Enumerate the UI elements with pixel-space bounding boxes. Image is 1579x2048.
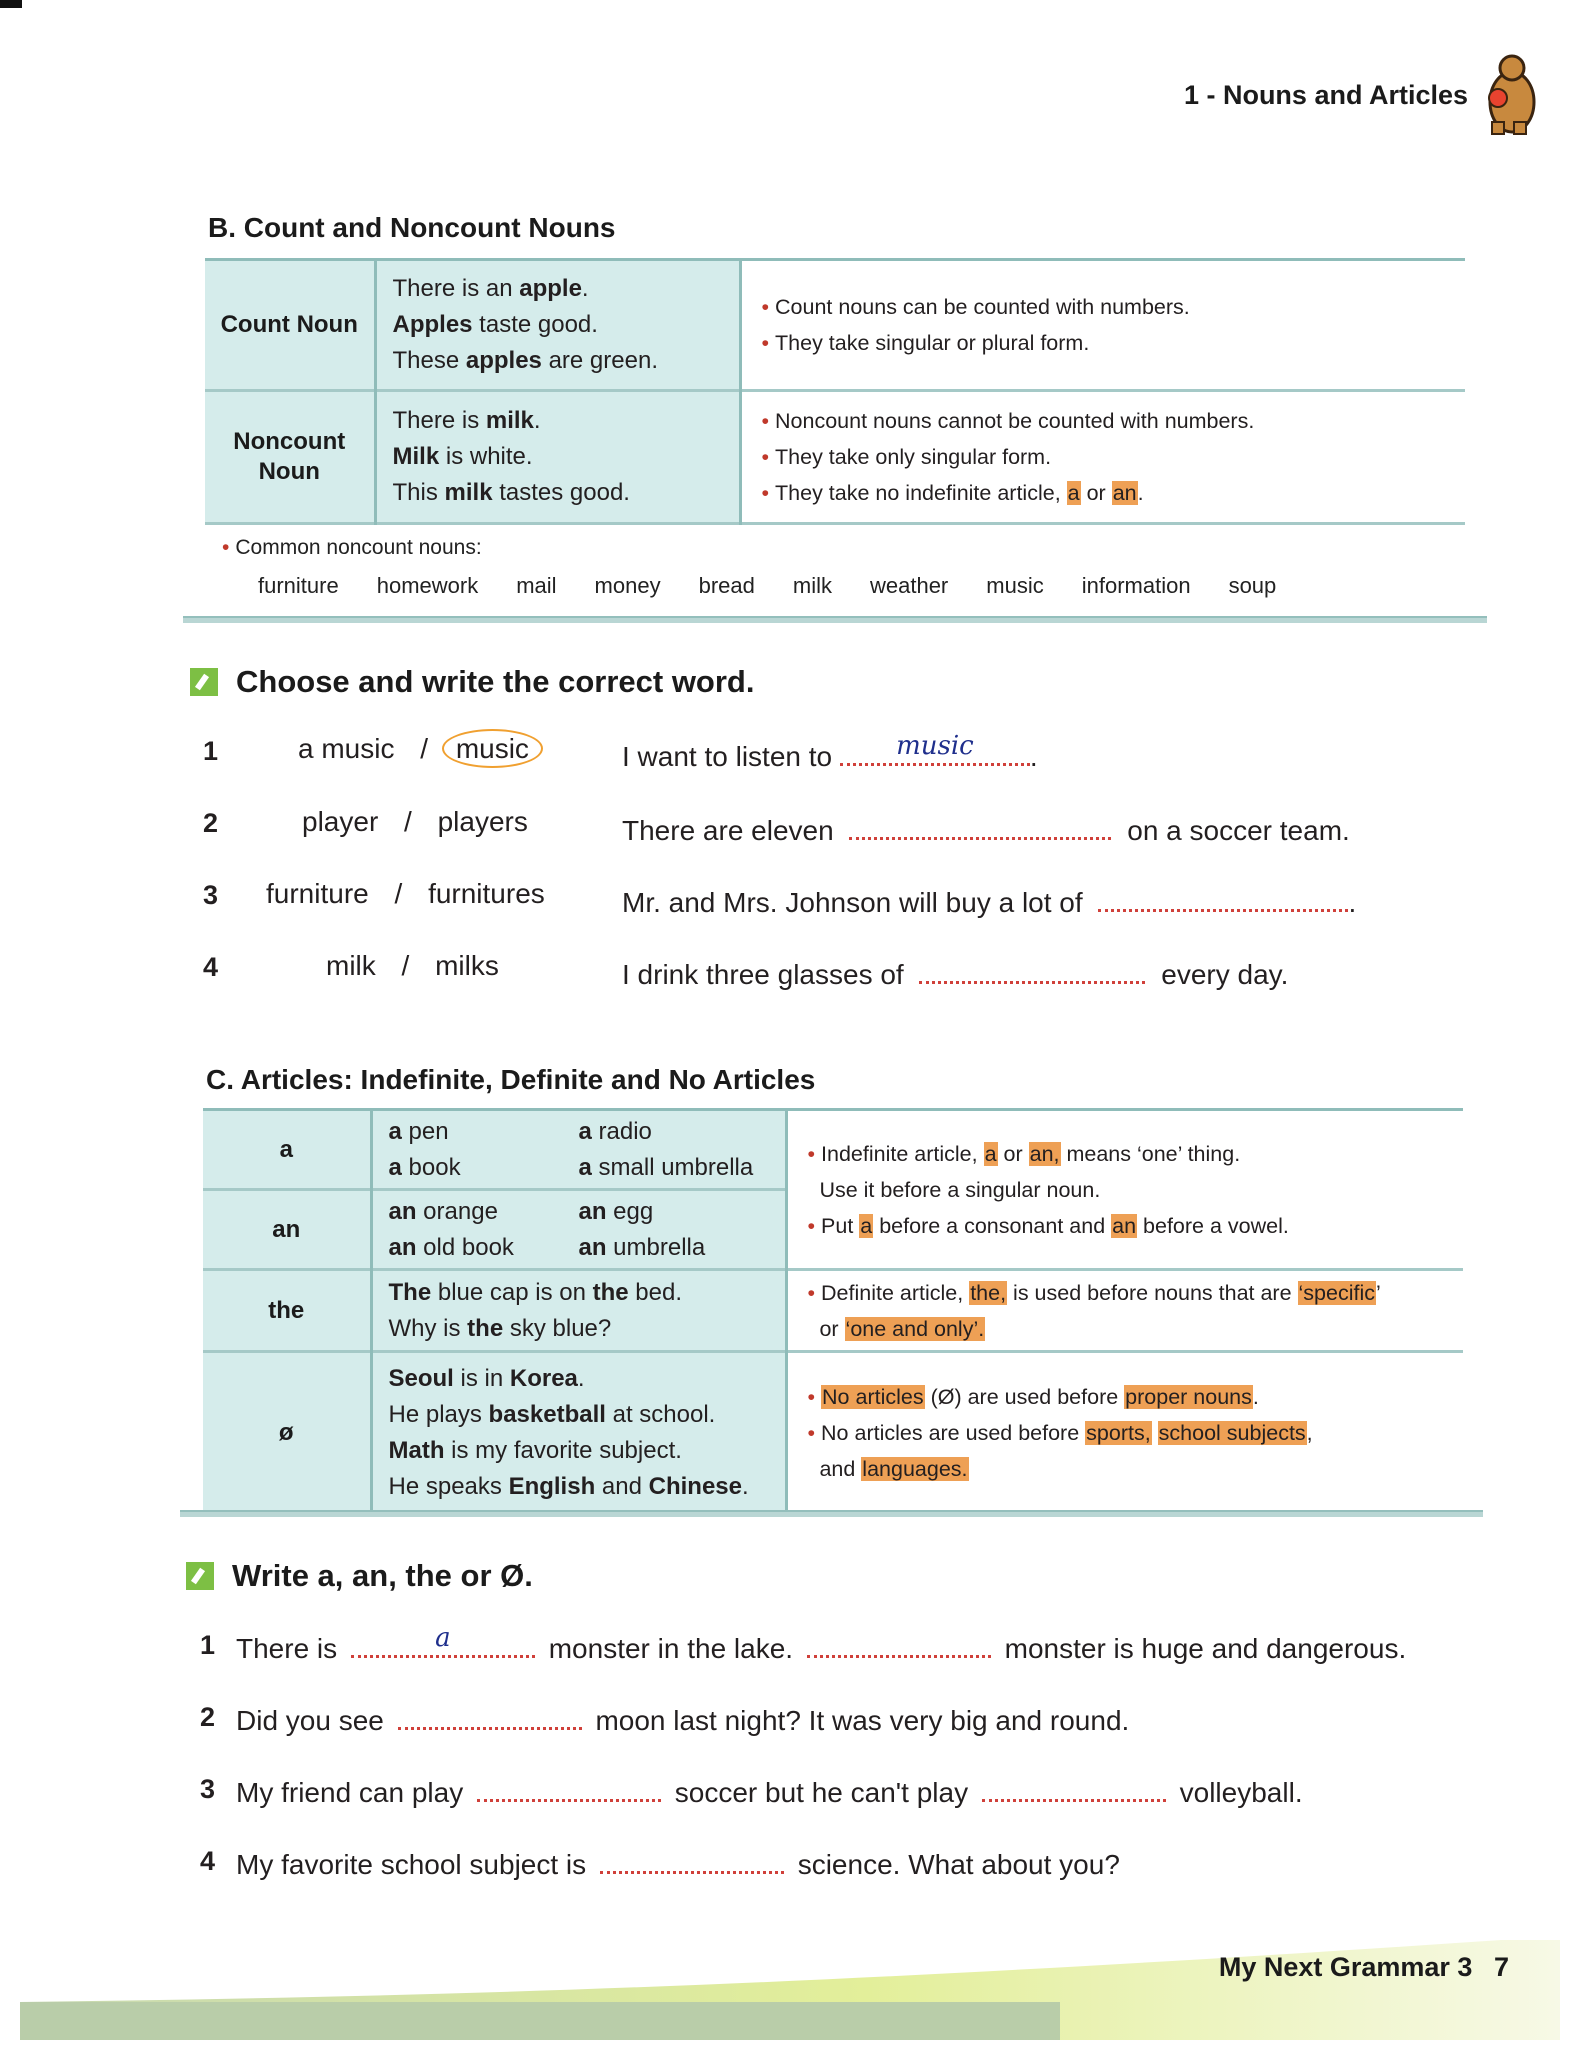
note-line: • Indefinite article, a or an, means ‘one’ thing. Use it before a singular noun. (807, 1141, 1241, 1202)
answer-blank[interactable] (919, 956, 1145, 984)
table-row (203, 1270, 1463, 1352)
answer-blank[interactable] (477, 1774, 661, 1802)
noun-item: milk (792, 573, 832, 598)
example-line: Milk is white. (392, 443, 533, 470)
example-line: Why is the sky blue? (388, 1314, 612, 1342)
question-sentence: I want to listen to music . (622, 731, 1038, 772)
note-line: Count nouns can be counted with numbers. (775, 295, 1190, 319)
choice-option-selected[interactable]: music (442, 729, 543, 768)
chapter-title: 1 - Nouns and Articles (1183, 80, 1468, 110)
note-cell (786, 1110, 1463, 1270)
choice-options: furniture / furnitures (266, 878, 545, 909)
exercise2-title: Write a, an, the or Ø. (186, 1558, 533, 1594)
page-footer (1219, 1952, 1509, 1983)
divider (183, 616, 1487, 623)
answer-blank[interactable] (1098, 884, 1348, 912)
choice-option[interactable]: milks (435, 950, 499, 981)
noun-item: furniture (258, 573, 339, 598)
example-line: a small umbrella (578, 1153, 754, 1181)
example-cell (371, 1110, 786, 1190)
question-number: 1 (203, 736, 219, 766)
example-line: Apples taste good. (392, 311, 598, 338)
table-row (203, 1352, 1463, 1514)
example-line: Seoul is in Korea. (388, 1364, 585, 1392)
common-noncount-list (258, 573, 1458, 599)
question-sentence: My favorite school subject is science. What about you? (236, 1846, 1120, 1881)
row-label: a (203, 1110, 371, 1190)
noun-item: music (986, 573, 1044, 598)
note-line: • They take no indefinite article, a or an. (761, 481, 1144, 505)
divider (180, 1510, 1483, 1517)
section-b-title: B. Count and Noncount Nouns (208, 212, 616, 243)
question-sentence: I drink three glasses of every day. (622, 956, 1288, 991)
example-cell (371, 1352, 786, 1514)
exercise1-title: Choose and write the correct word. (190, 664, 754, 700)
section-c-title: C. Articles: Indefinite, Definite and No Articles (206, 1064, 816, 1095)
example-line: There is milk. (392, 407, 541, 434)
row-label: the (203, 1270, 371, 1352)
example-line: a radio (578, 1117, 652, 1145)
question-number: 3 (200, 1774, 216, 1804)
example-line: This milk tastes good. (392, 479, 630, 506)
question-number: 4 (203, 952, 219, 982)
note-cell: • Count nouns can be counted with numbers. • They take singular or plural form. (740, 260, 1465, 391)
choice-option[interactable]: milk (326, 950, 376, 981)
note-line: • No articles (Ø) are used before proper nouns. (807, 1384, 1259, 1409)
row-label: Count Noun (205, 260, 375, 391)
question-sentence: Did you see moon last night? It was very big and round. (236, 1702, 1129, 1737)
example-line: These apples are green. (392, 347, 658, 374)
answer-blank[interactable] (398, 1702, 582, 1730)
noun-item: mail (516, 573, 557, 598)
noun-item: soup (1228, 573, 1277, 598)
question-number: 4 (200, 1846, 216, 1876)
articles-table (203, 1108, 1463, 1515)
answer-blank[interactable] (807, 1630, 991, 1658)
row-label: ø (203, 1352, 371, 1514)
example-cell (375, 260, 740, 391)
choice-options: a music / music (298, 733, 543, 765)
example-line: There is an apple. (392, 275, 589, 302)
choice-option[interactable]: furnitures (428, 878, 545, 909)
page-number: 7 (1493, 1952, 1509, 1982)
choice-options: player / players (302, 806, 528, 837)
example-line: The blue cap is on the bed. (388, 1278, 682, 1306)
answer-blank[interactable] (600, 1846, 784, 1874)
question-number: 1 (200, 1630, 216, 1660)
question-sentence: There are eleven on a soccer team. (622, 812, 1350, 847)
note-line: • Definite article, the, is used before nouns that are ‘specific’ or ‘one and only’. (807, 1280, 1381, 1341)
example-line: an umbrella (578, 1233, 706, 1261)
note-line: • Put a before a consonant and an before a vowel. (807, 1213, 1289, 1238)
choice-option[interactable]: furniture (266, 878, 369, 909)
note-cell (786, 1270, 1463, 1352)
note-cell: • Noncount nouns cannot be counted with numbers. • They take only singular form. • They take no indefinite article, a or an. (740, 391, 1465, 524)
example-line: Math is my favorite subject. (388, 1436, 682, 1464)
row-label: an (203, 1190, 371, 1270)
example-cell (371, 1190, 786, 1270)
question-number: 2 (200, 1702, 216, 1732)
example-cell (371, 1270, 786, 1352)
example-line: He plays basketball at school. (388, 1400, 716, 1428)
choice-options: milk / milks (326, 950, 499, 981)
answer-blank[interactable] (849, 812, 1111, 840)
choice-option[interactable]: a music (298, 733, 395, 764)
choice-option[interactable]: player (302, 806, 379, 837)
noun-item: weather (869, 573, 949, 598)
answer-blank[interactable] (982, 1774, 1166, 1802)
mascot-icon (1476, 52, 1542, 138)
example-line: an orange (388, 1197, 498, 1225)
noun-item: money (594, 573, 661, 598)
answer-blank[interactable]: music (840, 738, 1030, 766)
book-title: My Next Grammar 3 (1218, 1952, 1473, 1982)
table-row (203, 1110, 1463, 1190)
example-line: an old book (388, 1233, 514, 1261)
row-label: Noncount Noun (205, 391, 375, 524)
question-sentence: My friend can play soccer but he can't play volleyball. (236, 1774, 1303, 1809)
example-line: He speaks English and Chinese. (388, 1472, 749, 1500)
pencil-icon (186, 1562, 214, 1590)
note-cell (786, 1352, 1463, 1514)
question-sentence: Mr. and Mrs. Johnson will buy a lot of . (622, 884, 1356, 919)
page-header (1150, 52, 1550, 132)
note-line: They take only singular form. (775, 445, 1052, 469)
noun-item: homework (376, 573, 479, 598)
example-line: a pen (388, 1117, 449, 1145)
example-line: an egg (578, 1197, 654, 1225)
choice-option[interactable]: players (437, 806, 528, 837)
answer-blank[interactable]: a (351, 1630, 535, 1658)
noun-item: bread (698, 573, 755, 598)
note-line: They take singular or plural form. (775, 331, 1090, 355)
note-line: • No articles are used before sports, school subjects, and languages. (807, 1420, 1313, 1481)
example-cell (375, 391, 740, 524)
table-row (205, 260, 1465, 391)
note-line: Noncount nouns cannot be counted with numbers. (775, 409, 1255, 433)
count-noncount-table (205, 258, 1465, 525)
question-sentence: There is a monster in the lake. monster is huge and dangerous. (236, 1623, 1407, 1664)
pencil-icon (190, 668, 218, 696)
example-line: a book (388, 1153, 461, 1181)
common-noncount-label: • Common noncount nouns: (222, 536, 482, 559)
question-number: 3 (203, 880, 219, 910)
scan-corner-mark (0, 0, 22, 8)
table-row (205, 391, 1465, 524)
question-number: 2 (203, 808, 219, 838)
noun-item: information (1081, 573, 1191, 598)
